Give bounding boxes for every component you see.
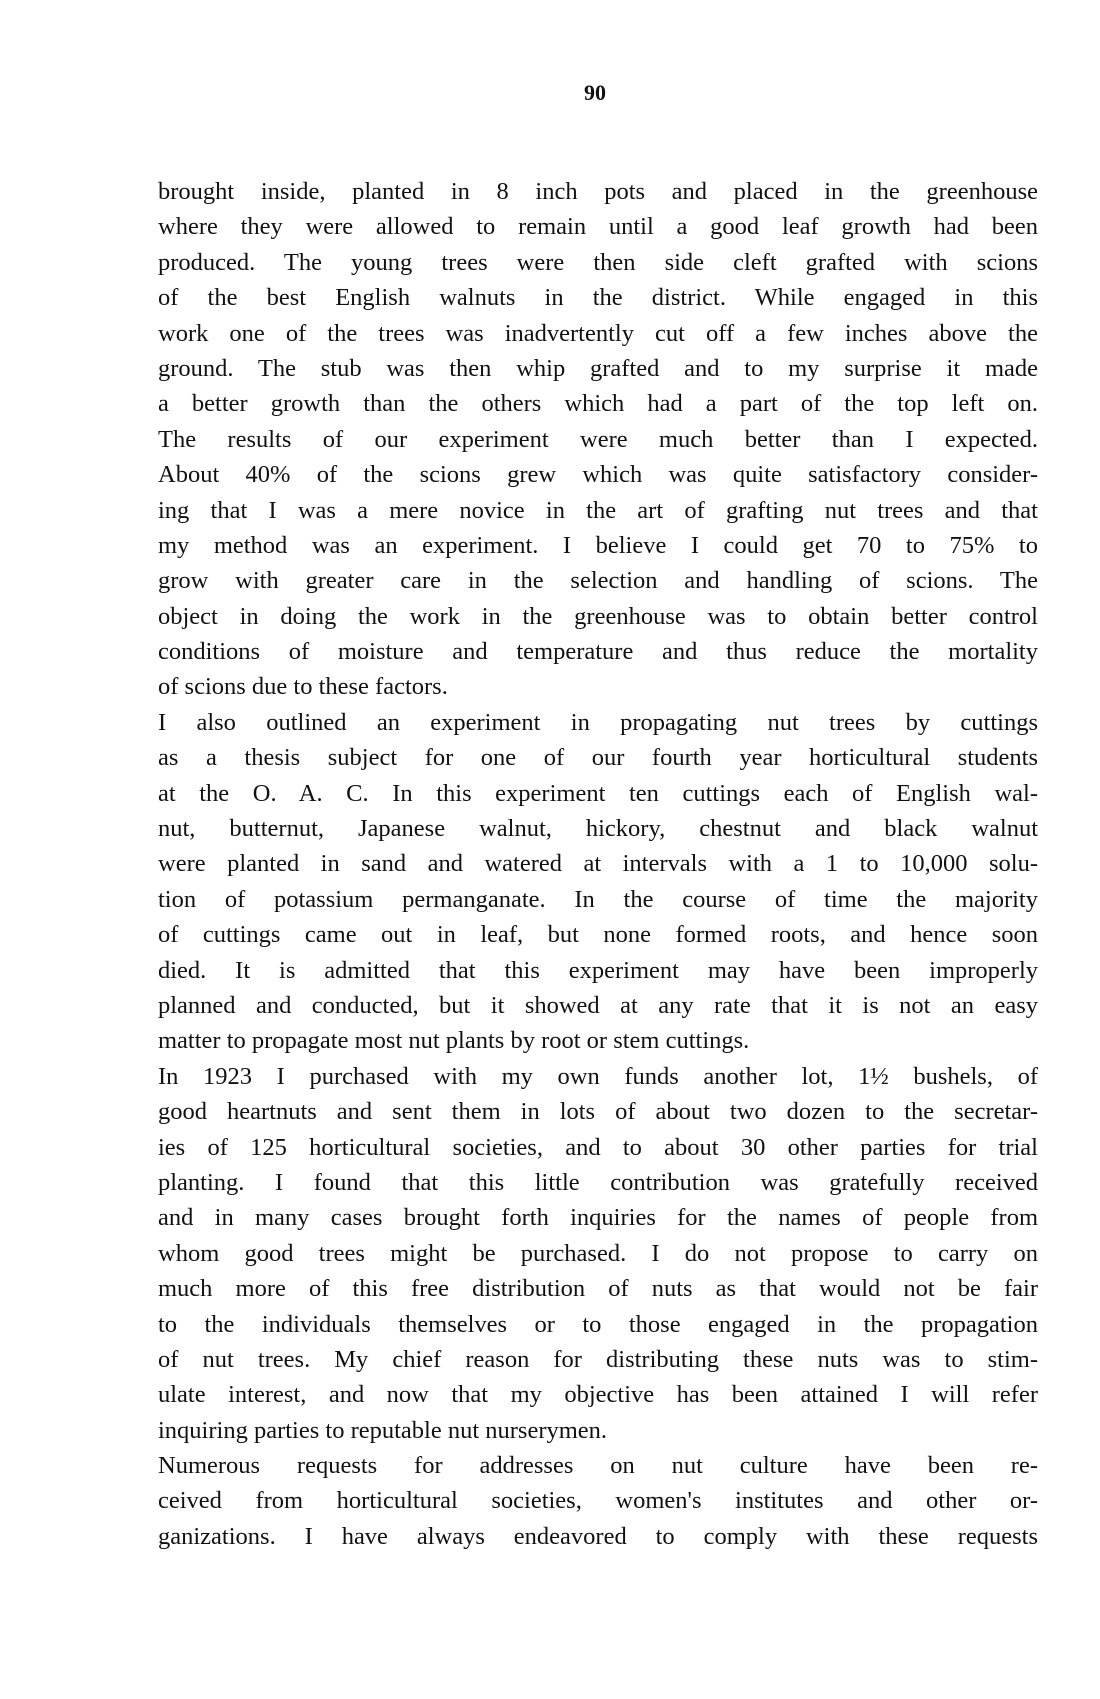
paragraph — [158, 1059, 1038, 1448]
text-line: work one of the trees was inadvertently cut off a few inches above the — [158, 319, 1038, 347]
text-line: nut, butternut, Japanese walnut, hickory, chestnut and black walnut — [158, 815, 1038, 843]
text-line: at the O. A. C. In this experiment ten cuttings each of English wal- — [158, 779, 1038, 807]
text-line: were planted in sand and watered at intervals with a 1 to 10,000 solu- — [158, 850, 1038, 878]
text-line: to the individuals themselves or to those engaged in the propagation — [158, 1310, 1038, 1338]
text-line: brought inside, planted in 8 inch pots and placed in the greenhouse — [158, 178, 1038, 205]
text-line: In 1923 I purchased with my own funds another lot, 1½ bushels, of — [158, 1062, 1038, 1090]
text-line: grow with greater care in the selection and handling of scions. The — [158, 567, 1038, 595]
text-line: of scions due to these factors. — [158, 673, 448, 701]
text-line: and in many cases brought forth inquiries for the names of people from — [158, 1204, 1038, 1232]
page-number: 90 — [584, 80, 606, 105]
text-line: I also outlined an experiment in propagating nut trees by cuttings — [158, 708, 1038, 736]
text-line: planned and conducted, but it showed at any rate that it is not an easy — [158, 991, 1038, 1019]
body-text — [158, 174, 1038, 1554]
text-line: ceived from horticultural societies, women's institutes and other or- — [158, 1487, 1038, 1515]
text-line: my method was an experiment. I believe I could get 70 to 75% to — [158, 531, 1038, 559]
text-line: whom good trees might be purchased. I do not propose to carry on — [158, 1239, 1038, 1267]
text-line: where they were allowed to remain until a good leaf growth had been — [158, 213, 1038, 241]
text-line: much more of this free distribution of nuts as that would not be fair — [158, 1275, 1038, 1303]
text-line: ies of 125 horticultural societies, and to about 30 other parties for trial — [158, 1133, 1038, 1161]
text-line: ing that I was a mere novice in the art of grafting nut trees and that — [158, 496, 1038, 524]
text-line: as a thesis subject for one of our fourth year horticultural students — [158, 744, 1038, 772]
paragraph — [158, 174, 1038, 705]
text-line: of cuttings came out in leaf, but none formed roots, and hence soon — [158, 921, 1038, 949]
text-line: Numerous requests for addresses on nut culture have been re- — [158, 1452, 1038, 1480]
text-line: good heartnuts and sent them in lots of about two dozen to the secretar- — [158, 1098, 1038, 1126]
text-line: ulate interest, and now that my objective has been attained I will refer — [158, 1381, 1038, 1409]
text-line: The results of our experiment were much better than I expected. — [158, 425, 1038, 453]
text-line: a better growth than the others which had a part of the top left on. — [158, 390, 1038, 418]
text-line: ground. The stub was then whip grafted and to my surprise it made — [158, 354, 1038, 382]
text-line: inquiring parties to reputable nut nurserymen. — [158, 1416, 608, 1444]
paragraph — [158, 1448, 1038, 1554]
text-line: planting. I found that this little contribution was gratefully received — [158, 1168, 1038, 1196]
text-line: conditions of moisture and temperature and thus reduce the mortality — [158, 638, 1038, 666]
text-line: tion of potassium permanganate. In the course of time the majority — [158, 885, 1038, 913]
text-line: About 40% of the scions grew which was quite satisfactory consider- — [158, 461, 1038, 489]
text-line: object in doing the work in the greenhouse was to obtain better control — [158, 602, 1038, 630]
text-line: of nut trees. My chief reason for distributing these nuts was to stim- — [158, 1345, 1038, 1373]
text-line: matter to propagate most nut plants by root or stem cuttings. — [158, 1027, 750, 1055]
text-line: of the best English walnuts in the district. While engaged in this — [158, 284, 1038, 312]
text-line: produced. The young trees were then side cleft grafted with scions — [158, 248, 1038, 276]
text-line: died. It is admitted that this experiment may have been improperly — [158, 956, 1038, 984]
text-line: ganizations. I have always endeavored to comply with these requests — [158, 1522, 1038, 1550]
paragraph — [158, 705, 1038, 1059]
